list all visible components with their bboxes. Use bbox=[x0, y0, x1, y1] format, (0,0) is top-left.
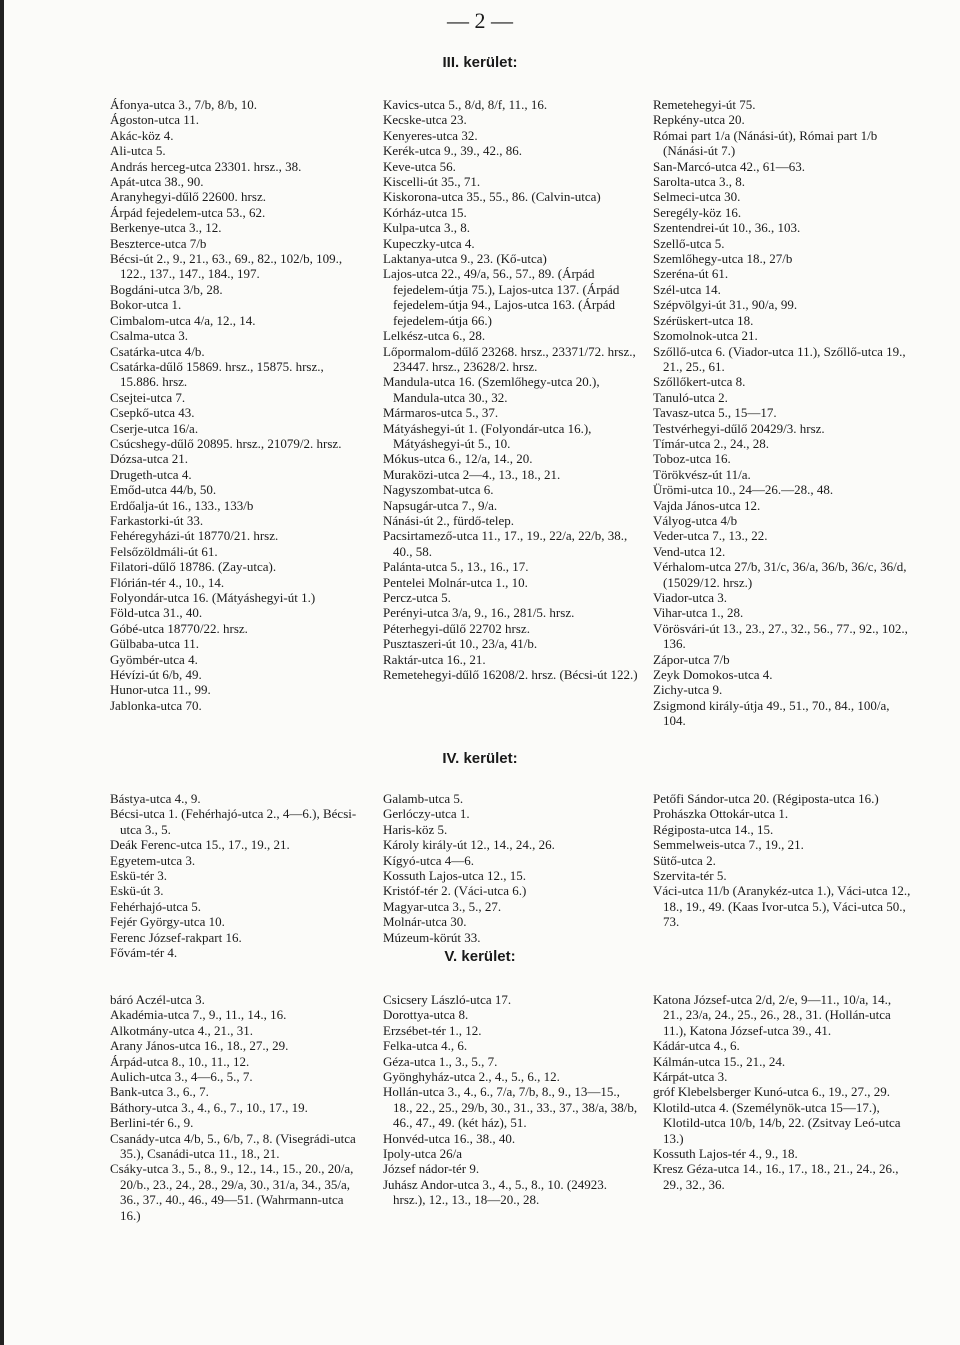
street-entry: Egyetem-utca 3. bbox=[110, 852, 196, 868]
street-entry: Akadémia-utca 7., 9., 11., 14., 16. bbox=[110, 1007, 287, 1023]
street-entry: Magyar-utca 3., 5., 27. bbox=[383, 898, 502, 914]
street-column bbox=[653, 791, 913, 930]
street-entry: Molnár-utca 30. bbox=[383, 914, 467, 930]
street-entry: Tímár-utca 2., 24., 28. bbox=[653, 435, 769, 451]
street-entry: Ágoston-utca 11. bbox=[110, 112, 200, 128]
street-entry: Kulpa-utca 3., 8. bbox=[383, 220, 471, 236]
street-entry: Hollán-utca 3., 4., 6., 7/a, 7/b, 8., 9., 13—15., 18., 22., 25., 29/b, 30., 31., 33., 37., 38/a, 38/b, 46., 47., 49. (két ház), 51. bbox=[383, 1084, 638, 1131]
street-entry: Selmeci-utca 30. bbox=[653, 189, 741, 205]
street-entry: Gyönghyház-utca 2., 4., 5., 6., 12. bbox=[383, 1069, 560, 1085]
street-entry: Remetehegyi-út 75. bbox=[653, 97, 756, 112]
street-entry: Kádár-utca 4., 6. bbox=[653, 1038, 740, 1054]
street-entry: Raktár-utca 16., 21. bbox=[383, 651, 486, 667]
street-entry: Vályog-utca 4/b bbox=[653, 512, 738, 528]
street-entry: Kórház-utca 15. bbox=[383, 204, 467, 220]
street-entry: Deák Ferenc-utca 15., 17., 19., 21. bbox=[110, 837, 290, 853]
street-entry: Szőllő-utca 6. (Viador-utca 11.), Szőllő-utca 19., 21., 25., 61. bbox=[653, 343, 906, 374]
street-entry: Prohászka Ottokár-utca 1. bbox=[653, 806, 789, 822]
street-entry: Áfonya-utca 3., 7/b, 8/b, 10. bbox=[110, 97, 257, 112]
street-entry: Szél-utca 14. bbox=[653, 281, 721, 297]
street-entry: Folyondár-utca 16. (Mátyáshegyi-út 1.) bbox=[110, 590, 316, 605]
street-entry: Kupeczky-utca 4. bbox=[383, 235, 475, 251]
page-number: — 2 — bbox=[447, 8, 513, 33]
street-entry: Viador-utca 3. bbox=[653, 590, 728, 605]
section-title-iii: III. kerület: bbox=[442, 54, 518, 71]
street-entry: Kenyeres-utca 32. bbox=[383, 127, 478, 143]
street-entry: Ipoly-utca 26/a bbox=[383, 1146, 463, 1162]
street-entry: Cserje-utca 16/a. bbox=[110, 420, 199, 436]
street-entry: Váci-utca 11/b (Aranykéz-utca 1.), Váci-utca 12., 18., 19., 49. (Kaas Ivor-utca 5.), Váci-utca 50., 73. bbox=[653, 883, 911, 930]
street-entry: Aranyhegyi-dűlő 22600. hrsz. bbox=[110, 189, 266, 205]
street-entry: Csejtei-utca 7. bbox=[110, 389, 186, 405]
street-entry: Károly király-út 12., 14., 24., 26. bbox=[383, 837, 555, 853]
street-entry: Vérhalom-utca 27/b, 31/c, 36/a, 36/b, 36/c, 36/d, (15029/12. hrsz.) bbox=[653, 559, 907, 590]
street-entry: Szépvölgyi-út 31., 90/a, 99. bbox=[653, 297, 798, 313]
street-column bbox=[383, 992, 641, 1208]
street-entry: Kossuth Lajos-tér 4., 9., 18. bbox=[653, 1146, 798, 1162]
street-entry: Kárpát-utca 3. bbox=[653, 1069, 728, 1085]
street-entry: Toboz-utca 16. bbox=[653, 451, 731, 467]
street-entry: Szemlőhegy-utca 18., 27/b bbox=[653, 251, 793, 267]
section-title-iv: IV. kerület: bbox=[442, 750, 518, 767]
street-entry: Beszterce-utca 7/b bbox=[110, 235, 207, 251]
street-entry: Farkastorki-út 33. bbox=[110, 512, 204, 528]
street-entry: Fejér György-utca 10. bbox=[110, 914, 225, 930]
street-entry: Lőpormalom-dűlő 23268. hrsz., 23371/72. hrsz., 23447. hrsz., 23628/2. hrsz. bbox=[383, 343, 636, 374]
street-entry: Felsőzöldmáli-út 61. bbox=[110, 543, 218, 559]
street-entry: Drugeth-utca 4. bbox=[110, 466, 192, 482]
street-entry: Filatori-dűlő 18786. (Zay-utca). bbox=[110, 559, 277, 575]
street-entry: Árpád-utca 8., 10., 11., 12. bbox=[110, 1053, 250, 1069]
street-entry: Perényi-utca 3/a, 9., 16., 281/5. hrsz. bbox=[383, 605, 575, 621]
street-entry: Muraközi-utca 2—4., 13., 18., 21. bbox=[383, 466, 561, 482]
street-entry: Alkotmány-utca 4., 21., 31. bbox=[110, 1022, 253, 1038]
street-entry: Lajos-utca 22., 49/a, 56., 57., 89. (Árpád fejedelem-útja 75.), Lajos-utca 137. (Árpád fejedelem-útja 94., Lajos-utca 163. (Árpád fejedelem-útja 66.) bbox=[383, 266, 620, 328]
street-entry: Vajda János-utca 12. bbox=[653, 497, 761, 513]
street-entry: Sarolta-utca 3., 8. bbox=[653, 174, 746, 190]
street-entry: Akác-köz 4. bbox=[110, 127, 174, 143]
street-entry: Szervita-tér 5. bbox=[653, 868, 727, 884]
street-entry: Arany János-utca 16., 18., 27., 29. bbox=[110, 1038, 289, 1054]
street-entry: Hévízi-út 6/b, 49. bbox=[110, 667, 202, 683]
street-entry: Berkenye-utca 3., 12. bbox=[110, 220, 222, 236]
street-entry: Ferenc József-rakpart 16. bbox=[110, 929, 242, 945]
street-entry: Mátyáshegyi-út 1. (Folyondár-utca 16.), Mátyáshegyi-út 5., 10. bbox=[383, 420, 592, 451]
street-entry: Kiskorona-utca 35., 55., 86. (Calvin-utca) bbox=[383, 189, 601, 205]
street-entry: Kresz Géza-utca 14., 16., 17., 18., 21., 24., 26., 29., 32., 36. bbox=[653, 1161, 899, 1192]
street-entry: Apát-utca 38., 90. bbox=[110, 174, 204, 190]
street-entry: Remetehegyi-dűlő 16208/2. hrsz. (Bécsi-út 122.) bbox=[383, 667, 638, 683]
street-entry: Fehérhajó-utca 5. bbox=[110, 898, 201, 914]
street-entry: Csúcshegy-dűlő 20895. hrsz., 21079/2. hrsz. bbox=[110, 435, 342, 451]
street-entry: Bokor-utca 1. bbox=[110, 297, 182, 313]
street-entry: Bécsi-utca 1. (Fehérhajó-utca 2., 4—6.), Bécsi-utca 3., 5. bbox=[110, 806, 357, 837]
street-entry: Zápor-utca 7/b bbox=[653, 651, 730, 667]
street-entry: Vend-utca 12. bbox=[653, 543, 726, 559]
street-entry: András herceg-utca 23301. hrsz., 38. bbox=[110, 158, 302, 174]
street-entry: San-Marcó-utca 42., 61—63. bbox=[653, 158, 805, 174]
street-entry: Pacsirtamező-utca 11., 17., 19., 22/a, 22/b, 38., 40., 58. bbox=[383, 528, 628, 559]
street-column bbox=[383, 97, 641, 682]
street-entry: báró Aczél-utca 3. bbox=[110, 992, 205, 1007]
street-entry: Kavics-utca 5., 8/d, 8/f, 11., 16. bbox=[383, 97, 548, 112]
street-entry: Veder-utca 7., 13., 22. bbox=[653, 528, 768, 544]
street-entry: Ürömi-utca 10., 24—26.—28., 48. bbox=[653, 482, 834, 498]
scan-edge bbox=[0, 0, 4, 1345]
street-entry: Zeyk Domokos-utca 4. bbox=[653, 667, 773, 683]
street-entry: Szellő-utca 5. bbox=[653, 235, 725, 251]
street-entry: Góbé-utca 18770/22. hrsz. bbox=[110, 620, 248, 636]
street-entry: Bogdáni-utca 3/b, 28. bbox=[110, 281, 223, 297]
street-entry: Klotild-utca 4. (Személynök-utca 15—17.), Klotild-utca 10/b, 14/b, 22. (Zsitvay Leó-utca 13.) bbox=[653, 1099, 901, 1146]
street-entry: Repkény-utca 20. bbox=[653, 112, 745, 128]
street-entry: Erdőalja-út 16., 133., 133/b bbox=[110, 497, 254, 513]
street-entry: Dorottya-utca 8. bbox=[383, 1007, 469, 1023]
street-entry: Pusztaszeri-út 10., 23/a, 41/b. bbox=[383, 636, 538, 652]
street-column bbox=[110, 97, 365, 713]
street-entry: Berlini-tér 6., 9. bbox=[110, 1115, 194, 1131]
street-entry: Kerék-utca 9., 39., 42., 86. bbox=[383, 143, 522, 159]
street-entry: Csatárka-dűlő 15869. hrsz., 15875. hrsz., 15.886. hrsz. bbox=[110, 358, 324, 390]
street-entry: Csalma-utca 3. bbox=[110, 328, 188, 344]
street-entry: Percz-utca 5. bbox=[383, 590, 451, 605]
street-entry: Galamb-utca 5. bbox=[383, 791, 464, 806]
street-entry: Bástya-utca 4., 9. bbox=[110, 791, 201, 806]
street-entry: Római part 1/a (Nánási-út), Római part 1/b (Nánási-út 7.) bbox=[653, 127, 878, 159]
street-entry: Aulich-utca 3., 4—6., 5., 7. bbox=[110, 1069, 253, 1085]
street-entry: Eskü-tér 3. bbox=[110, 868, 168, 884]
street-entry: Laktanya-utca 9., 23. (Kő-utca) bbox=[383, 251, 547, 267]
street-entry: Ali-utca 5. bbox=[110, 143, 166, 159]
street-entry: Kiscelli-út 35., 71. bbox=[383, 174, 481, 190]
street-entry: Géza-utca 1., 3., 5., 7. bbox=[383, 1053, 498, 1069]
street-entry: Hunor-utca 11., 99. bbox=[110, 682, 211, 698]
street-entry: Palánta-utca 5., 13., 16., 17. bbox=[383, 559, 529, 575]
street-entry: Flórián-tér 4., 10., 14. bbox=[110, 574, 225, 590]
street-entry: Fővám-tér 4. bbox=[110, 945, 178, 961]
street-entry: Tavasz-utca 5., 15—17. bbox=[653, 405, 777, 421]
street-entry: Szeréna-út 61. bbox=[653, 266, 729, 282]
street-entry: Csatárka-utca 4/b. bbox=[110, 343, 205, 359]
street-entry: Vihar-utca 1., 28. bbox=[653, 605, 744, 621]
street-entry: Gerlóczy-utca 1. bbox=[383, 806, 470, 822]
street-entry: Gülbaba-utca 11. bbox=[110, 636, 200, 652]
street-entry: Sütő-utca 2. bbox=[653, 852, 716, 868]
section-title-v: V. kerület: bbox=[444, 948, 516, 965]
street-column bbox=[653, 992, 913, 1192]
street-entry: Dózsa-utca 21. bbox=[110, 451, 188, 467]
street-column bbox=[110, 992, 365, 1223]
street-entry: Csepkő-utca 43. bbox=[110, 405, 195, 421]
street-entry: József nádor-tér 9. bbox=[383, 1161, 480, 1177]
street-entry: Fehéregyházi-út 18770/21. hrsz. bbox=[110, 528, 279, 544]
street-entry: Zichy-utca 9. bbox=[653, 682, 723, 698]
street-entry: Árpád fejedelem-utca 53., 62. bbox=[110, 204, 266, 220]
street-entry: Lelkész-utca 6., 28. bbox=[383, 328, 486, 344]
street-entry: Mármaros-utca 5., 37. bbox=[383, 405, 499, 421]
street-entry: Szentendrei-út 10., 36., 103. bbox=[653, 220, 801, 236]
street-entry: Szomolnok-utca 21. bbox=[653, 328, 758, 344]
street-entry: Vörösvári-út 13., 23., 27., 32., 56., 77., 92., 102., 136. bbox=[653, 620, 908, 652]
street-entry: Zsigmond király-útja 49., 51., 70., 84., 100/a, 104. bbox=[653, 697, 890, 729]
street-entry: Jablonka-utca 70. bbox=[110, 697, 202, 713]
street-entry: Szérüskert-utca 18. bbox=[653, 312, 754, 328]
street-entry: Kossuth Lajos-utca 12., 15. bbox=[383, 868, 526, 884]
street-entry: Emőd-utca 44/b, 50. bbox=[110, 482, 217, 498]
street-entry: Nagyszombat-utca 6. bbox=[383, 482, 494, 498]
street-entry: Erzsébet-tér 1., 12. bbox=[383, 1022, 482, 1038]
street-entry: Cimbalom-utca 4/a, 12., 14. bbox=[110, 312, 256, 328]
street-column bbox=[383, 791, 641, 945]
street-entry: Törökvész-út 11/a. bbox=[653, 466, 751, 482]
street-entry: Bank-utca 3., 6., 7. bbox=[110, 1084, 209, 1100]
street-entry: Napsugár-utca 7., 9/a. bbox=[383, 497, 498, 513]
street-entry: Haris-köz 5. bbox=[383, 821, 448, 837]
street-entry: Tanuló-utca 2. bbox=[653, 389, 728, 405]
street-entry: Csanády-utca 4/b, 5., 6/b, 7., 8. (Visegrádi-utca 35.), Csanádi-utca 11., 18., 21. bbox=[110, 1130, 356, 1162]
street-entry: Csicsery László-utca 17. bbox=[383, 992, 512, 1007]
street-entry: Pentelei Molnár-utca 1., 10. bbox=[383, 574, 528, 590]
street-entry: Péterhegyi-dűlő 22702 hrsz. bbox=[383, 620, 530, 636]
street-entry: Régiposta-utca 14., 15. bbox=[653, 821, 774, 837]
street-entry: Seregély-köz 16. bbox=[653, 204, 742, 220]
street-entry: Bécsi-út 2., 9., 21., 63., 69., 82., 102/b, 109., 122., 137., 147., 184., 197. bbox=[110, 251, 343, 282]
street-entry: Juhász Andor-utca 3., 4., 5., 8., 10. (24923. hrsz.), 12., 13., 18—20., 28. bbox=[383, 1176, 607, 1208]
street-entry: Kígyó-utca 4—6. bbox=[383, 852, 474, 868]
street-entry: Báthory-utca 3., 4., 6., 7., 10., 17., 19. bbox=[110, 1099, 308, 1115]
street-column bbox=[110, 791, 365, 960]
street-entry: Nánási-út 2., fürdő-telep. bbox=[383, 512, 515, 528]
street-entry: Föld-utca 31., 40. bbox=[110, 605, 203, 621]
street-entry: Eskü-út 3. bbox=[110, 883, 164, 899]
street-entry: Szőllőkert-utca 8. bbox=[653, 374, 746, 390]
street-entry: Felka-utca 4., 6. bbox=[383, 1038, 468, 1054]
street-entry: Mókus-utca 6., 12/a, 14., 20. bbox=[383, 451, 533, 467]
street-entry: Katona József-utca 2/d, 2/e, 9—11., 10/a, 14., 21., 23/a, 24., 25., 26., 28., 31. (Hollán-utca 11.), Katona József-utca 39., 41. bbox=[653, 992, 892, 1038]
street-entry: gróf Klebelsberger Kunó-utca 6., 19., 27., 29. bbox=[653, 1084, 890, 1100]
street-column bbox=[653, 97, 913, 729]
street-entry: Keve-utca 56. bbox=[383, 158, 456, 174]
street-entry: Múzeum-körút 33. bbox=[383, 929, 481, 945]
street-entry: Kristóf-tér 2. (Váci-utca 6.) bbox=[383, 883, 527, 899]
street-entry: Testvérhegyi-dűlő 20429/3. hrsz. bbox=[653, 420, 825, 436]
street-entry: Gyömbér-utca 4. bbox=[110, 651, 198, 667]
street-entry: Kálmán-utca 15., 21., 24. bbox=[653, 1053, 786, 1069]
street-entry: Mandula-utca 16. (Szemlőhegy-utca 20.), Mandula-utca 30., 32. bbox=[383, 374, 600, 405]
street-entry: Petőfi Sándor-utca 20. (Régiposta-utca 16.) bbox=[653, 791, 879, 806]
street-entry: Kecske-utca 23. bbox=[383, 112, 467, 128]
street-entry: Semmelweis-utca 7., 19., 21. bbox=[653, 837, 804, 853]
street-entry: Csáky-utca 3., 5., 8., 9., 12., 14., 15., 20., 20/a, 20/b., 23., 24., 28., 29/a, 30., 31/a, 34., 35/a, 36., 37., 40., 46., 49—51. (Wahrmann-utca 16.) bbox=[110, 1161, 354, 1223]
street-entry: Honvéd-utca 16., 38., 40. bbox=[383, 1130, 516, 1146]
